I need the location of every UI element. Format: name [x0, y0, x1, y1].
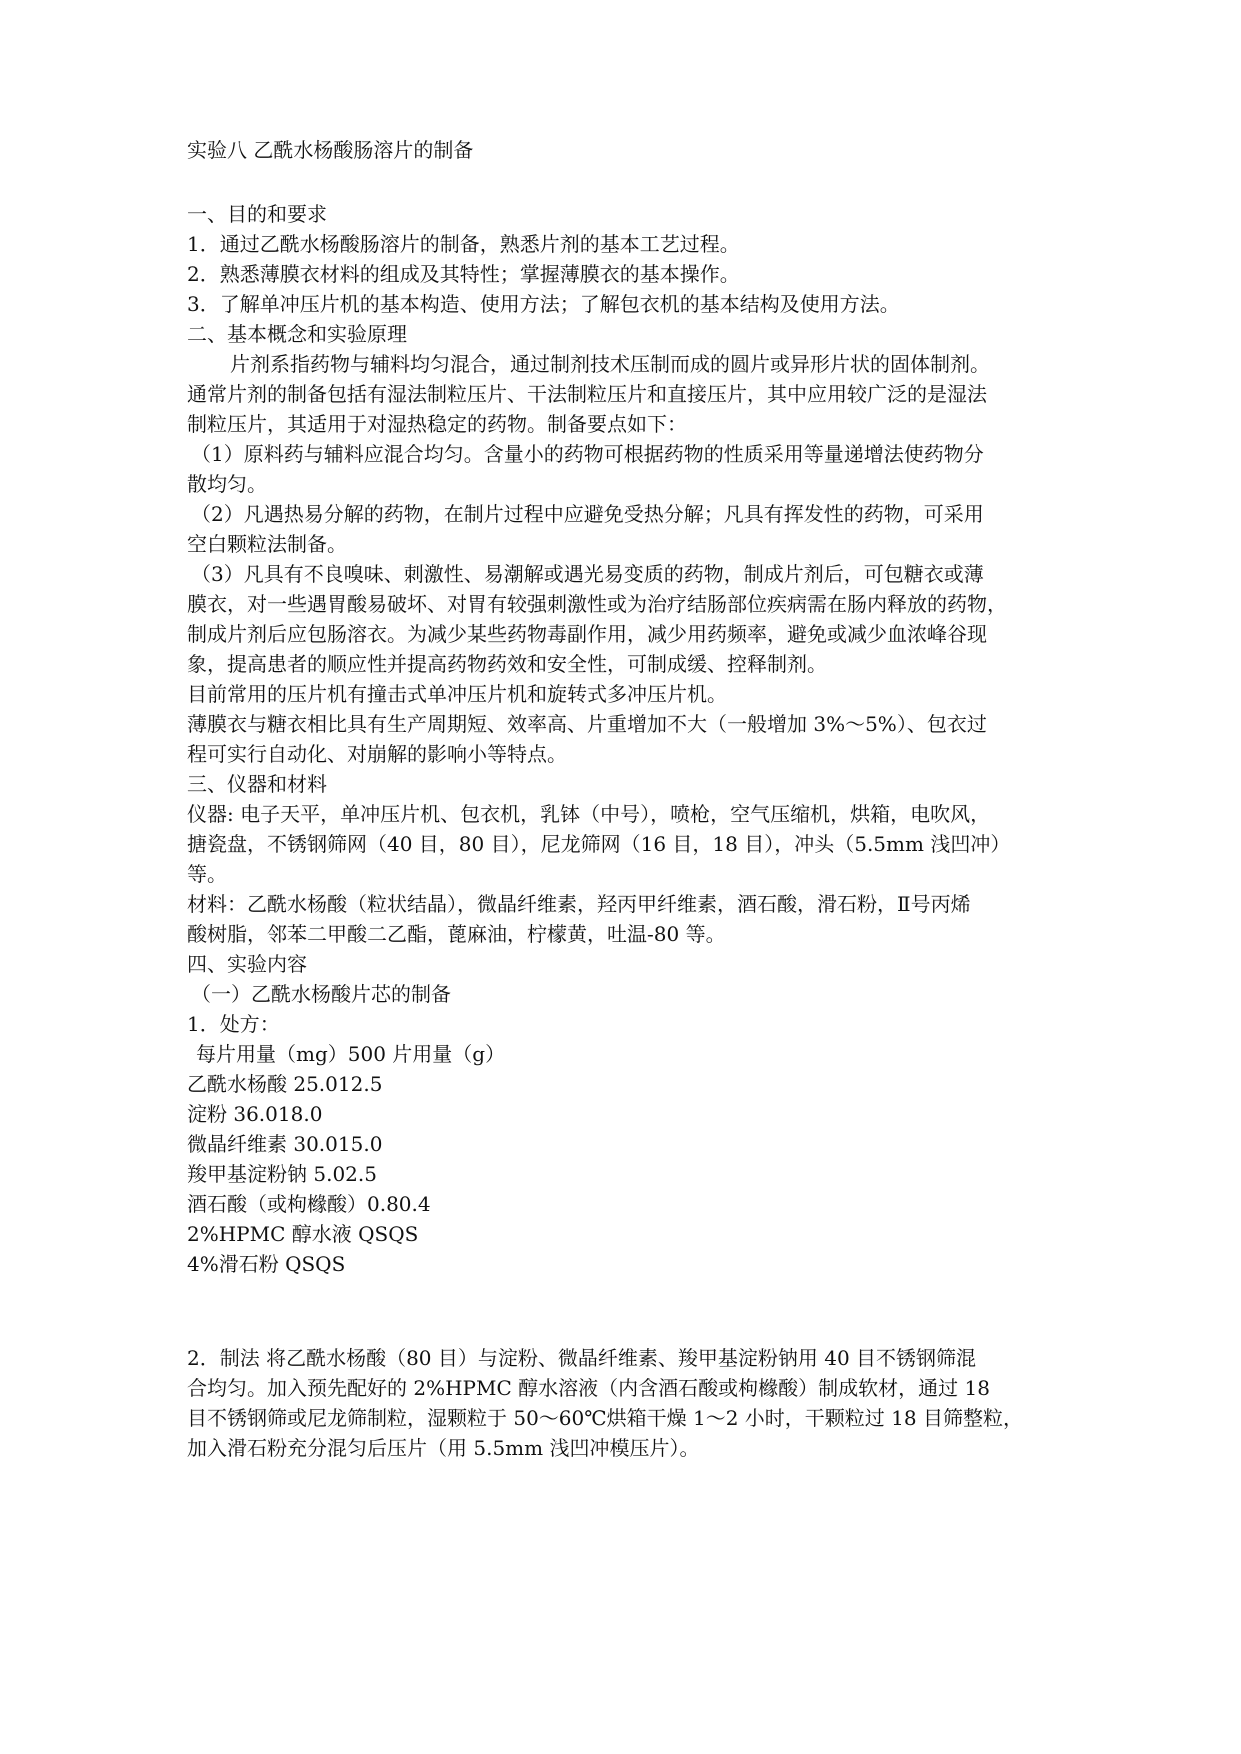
section2-film-line: 程可实行自动化、对崩解的影响小等特点。 — [187, 742, 567, 766]
method-line: 目不锈钢筛或尼龙筛制粒，湿颗粒于 50～60℃烘箱干燥 1～2 小时，干颗粒过 18 目筛整粒， — [187, 1406, 1023, 1430]
section3-instrument-line: 仪器: 电子天平，单冲压片机、包衣机，乳钵（中号），喷枪，空气压缩机，烘箱，电吹风， — [187, 802, 991, 826]
section2-film-line: 薄膜衣与糖衣相比具有生产周期短、效率高、片重增加不大（一般增加 3%～5%）、包衣过 — [187, 712, 987, 736]
section2-point1-line: （1）原料药与辅料应混合均匀。含量小的药物可根据药物的性质采用等量递增法使药物分 — [191, 442, 984, 466]
section2-point2-line: 空白颗粒法制备。 — [187, 532, 347, 556]
section1-item: 3．了解单冲压片机的基本构造、使用方法；了解包衣机的基本结构及使用方法。 — [187, 292, 900, 316]
section3-instrument-line: 等。 — [187, 862, 227, 886]
section3-material-line: 酸树脂，邻苯二甲酸二乙酯，蓖麻油，柠檬黄，吐温-80 等。 — [187, 922, 726, 946]
section4-heading: 四、实验内容 — [187, 952, 307, 976]
section2-point3-line: 制成片剂后应包肠溶衣。为减少某些药物毒副作用，减少用药频率，避免或减少血浓峰谷现 — [187, 622, 987, 646]
formula-row: 羧甲基淀粉钠 5.02.5 — [187, 1162, 377, 1186]
formula-row: 4%滑石粉 QSQS — [187, 1252, 346, 1276]
formula-row: 乙酰水杨酸 25.012.5 — [187, 1072, 383, 1096]
method-line: 2．制法 将乙酰水杨酸（80 目）与淀粉、微晶纤维素、羧甲基淀粉钠用 40 目不锈钢筛混 — [187, 1346, 977, 1370]
formula-row: 微晶纤维素 30.015.0 — [187, 1132, 383, 1156]
section4-subheading: （一）乙酰水杨酸片芯的制备 — [191, 982, 451, 1006]
formula-header: 每片用量（mg）500 片用量（g） — [196, 1042, 506, 1066]
section2-point3-line: （3）凡具有不良嗅味、刺激性、易潮解或遇光易变质的药物，制成片剂后，可包糖衣或薄 — [191, 562, 984, 586]
formula-row: 淀粉 36.018.0 — [187, 1102, 323, 1126]
section3-heading: 三、仪器和材料 — [187, 772, 327, 796]
section2-press-line: 目前常用的压片机有撞击式单冲压片机和旋转式多冲压片机。 — [187, 682, 727, 706]
section1-item: 2．熟悉薄膜衣材料的组成及其特性；掌握薄膜衣的基本操作。 — [187, 262, 740, 286]
section2-heading: 二、基本概念和实验原理 — [187, 322, 407, 346]
section3-instrument-line: 搪瓷盘，不锈钢筛网（40 目，80 目），尼龙筛网（16 目，18 目），冲头（5.5mm 浅凹冲） — [187, 832, 1011, 856]
formula-row: 2%HPMC 醇水液 QSQS — [187, 1222, 419, 1246]
section2-point1-line: 散均匀。 — [187, 472, 267, 496]
section2-point3-line: 象，提高患者的顺应性并提高药物药效和安全性，可制成缓、控释制剂。 — [187, 652, 827, 676]
section2-intro-line: 通常片剂的制备包括有湿法制粒压片、干法制粒压片和直接压片，其中应用较广泛的是湿法 — [187, 382, 987, 406]
section1-item: 1．通过乙酰水杨酸肠溶片的制备，熟悉片剂的基本工艺过程。 — [187, 232, 740, 256]
section2-intro-line: 片剂系指药物与辅料均匀混合，通过制剂技术压制而成的圆片或异形片状的固体制剂。 — [230, 352, 990, 376]
method-line: 合均匀。加入预先配好的 2%HPMC 醇水溶液（内含酒石酸或枸橼酸）制成软材，通过 18 — [187, 1376, 990, 1400]
section1-heading: 一、目的和要求 — [187, 202, 327, 226]
section2-point3-line: 膜衣，对一些遇胃酸易破坏、对胃有较强刺激性或为治疗结肠部位疾病需在肠内释放的药物， — [187, 592, 1007, 616]
document-title: 实验八 乙酰水杨酸肠溶片的制备 — [187, 138, 474, 162]
section2-intro-line: 制粒压片，其适用于对湿热稳定的药物。制备要点如下： — [187, 412, 687, 436]
formula-label: 1．处方： — [187, 1012, 280, 1036]
section2-point2-line: （2）凡遇热易分解的药物，在制片过程中应避免受热分解；凡具有挥发性的药物，可采用 — [191, 502, 984, 526]
section3-material-line: 材料：乙酰水杨酸（粒状结晶），微晶纤维素，羟丙甲纤维素，酒石酸，滑石粉，Ⅱ号丙烯 — [187, 892, 971, 916]
method-line: 加入滑石粉充分混匀后压片（用 5.5mm 浅凹冲模压片）。 — [187, 1436, 700, 1460]
formula-row: 酒石酸（或枸橼酸）0.80.4 — [187, 1192, 431, 1216]
